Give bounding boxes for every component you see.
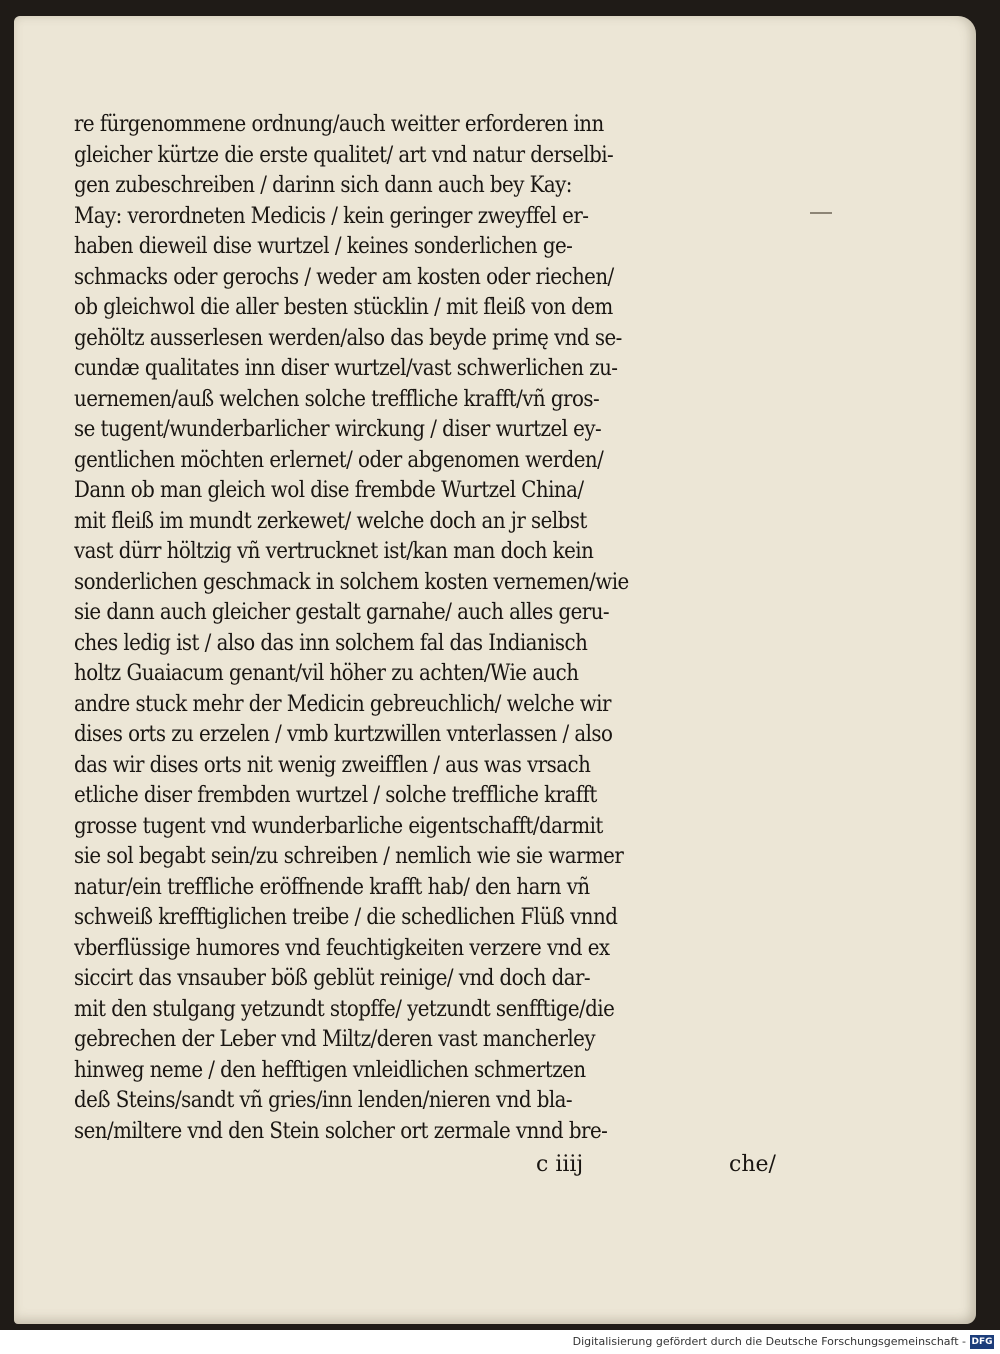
text-line: siccirt das vnsauber böß geblüt reinige/ vnd doch dar-	[74, 966, 591, 991]
text-line: sie sol begabt sein/zu schreiben / nemlich wie sie warmer	[74, 844, 624, 869]
text-line: schmacks oder gerochs / weder am kosten oder riechen/	[74, 264, 614, 290]
text-line: etliche diser frembden wurtzel / solche treffliche krafft	[74, 783, 597, 808]
text-line: natur/ein treffliche eröffnende krafft hab/ den harn vñ	[74, 874, 590, 900]
catchword: che/	[729, 1152, 776, 1177]
text-line: May: verordneten Medicis / kein geringer zweyffel er-	[74, 203, 589, 229]
text-line: ches ledig ist / also das inn solchem fal das Indianisch	[74, 630, 588, 656]
text-line: mit den stulgang yetzundt stopffe/ yetzundt senfftige/die	[74, 996, 615, 1022]
text-line: gleicher kürtze die erste qualitet/ art vnd natur derselbi-	[74, 142, 614, 168]
credit-bar	[0, 1330, 1000, 1354]
dfg-logo: DFG	[971, 1337, 993, 1347]
signature-mark: c iiij	[536, 1152, 584, 1177]
text-line: gentlichen möchten erlernet/ oder abgenomen werden/	[74, 447, 604, 473]
text-line: vberflüssige humores vnd feuchtigkeiten verzere vnd ex	[74, 935, 610, 961]
page-footer	[74, 1152, 794, 1184]
text-line: deß Steins/sandt vñ gries/inn lenden/nieren vnd bla-	[74, 1088, 573, 1113]
text-line: dises orts zu erzelen / vmb kurtzwillen vnterlassen / also	[74, 722, 613, 747]
margin-mark	[810, 212, 832, 214]
text-line: andre stuck mehr der Medicin gebreuchlich/ welche wir	[74, 691, 611, 717]
text-line: sonderlichen geschmack in solchem kosten vernemen/wie	[74, 569, 629, 595]
text-line: grosse tugent vnd wunderbarliche eigentschafft/darmit	[74, 813, 603, 839]
text-line: vast dürr höltzig vñ vertrucknet ist/kan man doch kein	[74, 539, 594, 564]
text-line: haben dieweil dise wurtzel / keines sonderlichen ge-	[74, 234, 573, 259]
text-line: mit fleiß im mundt zerkewet/ welche doch an jr selbst	[74, 508, 587, 534]
funding-credit: Digitalisierung gefördert durch die Deutsche Forschungsgemeinschaft -	[572, 1335, 966, 1348]
text-line: gehöltz ausserlesen werden/also das beyde primę vnd se-	[74, 325, 622, 351]
text-line: Dann ob man gleich wol dise frembde Wurtzel China/	[74, 478, 584, 503]
text-line: gebrechen der Leber vnd Miltz/deren vast mancherley	[74, 1027, 596, 1052]
body-text	[74, 110, 794, 1147]
text-line: schweiß krefftiglichen treibe / die schedlichen Flüß vnnd	[74, 905, 618, 930]
text-line: hinweg neme / den hefftigen vnleidlichen schmertzen	[74, 1057, 586, 1083]
text-line: se tugent/wunderbarlicher wirckung / diser wurtzel ey-	[74, 417, 602, 442]
text-line: sen/miltere vnd den Stein solcher ort zermale vnnd bre-	[74, 1118, 608, 1144]
text-line: holtz Guaiacum genant/vil höher zu achten/Wie auch	[74, 661, 579, 686]
text-line: das wir dises orts nit wenig zweifflen / aus was vrsach	[74, 752, 591, 778]
text-line: ob gleichwol die aller besten stücklin / mit fleiß von dem	[74, 295, 613, 320]
text-line: sie dann auch gleicher gestalt garnahe/ auch alles geru-	[74, 600, 610, 625]
text-line: re fürgenommene ordnung/auch weitter erforderen inn	[74, 112, 604, 137]
text-line: cundæ qualitates inn diser wurtzel/vast schwerlichen zu-	[74, 356, 618, 381]
text-line: uernemen/auß welchen solche treffliche krafft/vñ gros-	[74, 386, 600, 412]
text-line: gen zubeschreiben / darinn sich dann auch bey Kay:	[74, 173, 572, 198]
